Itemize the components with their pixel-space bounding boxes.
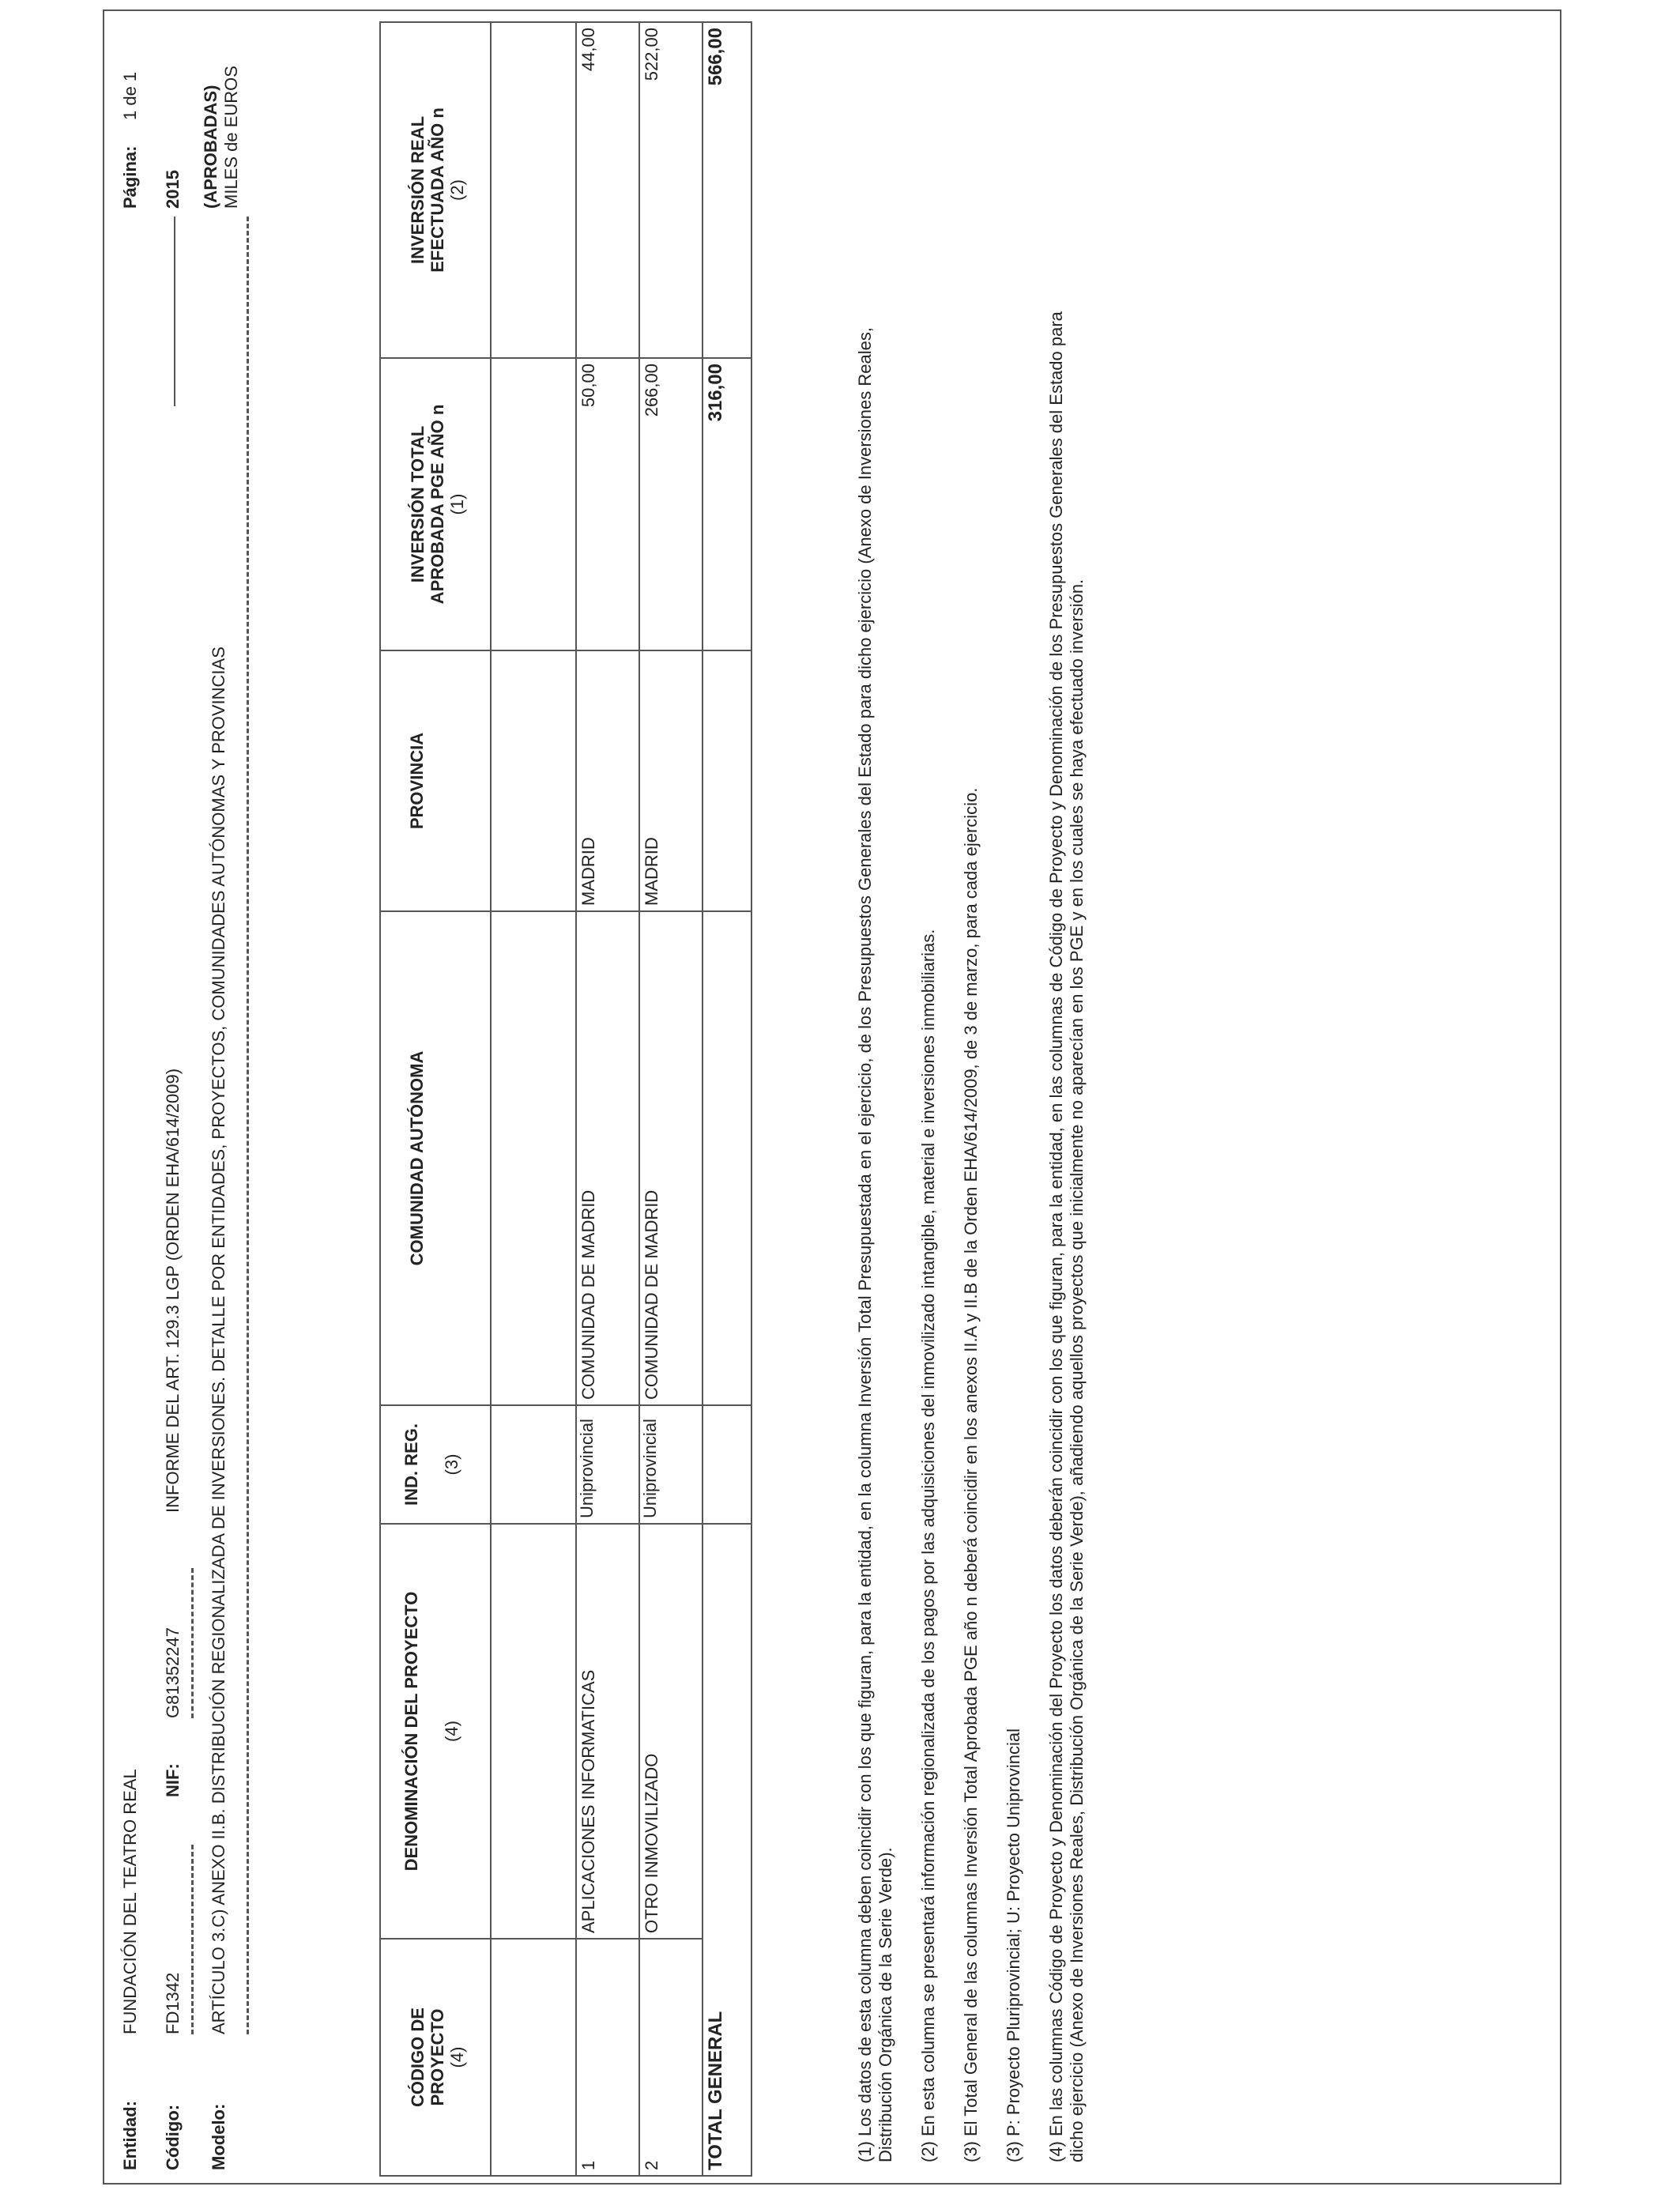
status: (APROBADAS) [201, 85, 220, 209]
cell-comunidad: COMUNIDAD DE MADRID [639, 911, 703, 1405]
total-aprobada: 316,00 [703, 358, 751, 650]
pagina-label: Página: [120, 145, 140, 209]
footnotes [855, 281, 1109, 2162]
cell-codigo: 2 [639, 1939, 703, 2176]
header-provincia: PROVINCIA [380, 650, 491, 911]
cell-codigo: 1 [576, 1939, 639, 2176]
cell-denominacion: OTRO INMOVILIZADO [639, 1524, 703, 1939]
nif-underline [191, 1568, 194, 1718]
codigo-value: FD1342 [163, 1972, 183, 2034]
cell-provincia: MADRID [576, 650, 639, 911]
cell-comunidad: COMUNIDAD DE MADRID [576, 911, 639, 1405]
investment-table [379, 21, 752, 2177]
cell-ind-reg: Uniprovincial [639, 1405, 703, 1524]
nif-label: NIF: [163, 1763, 183, 1797]
informe-title: INFORME DEL ART. 129.3 LGP (ORDEN EHA/614/2009) [163, 1068, 183, 1513]
header-ind-reg: IND. REG. (3) [380, 1405, 491, 1524]
footnote: (2) En esta columna se presentará información regionalizada de los pagos por las adquisiciones del inmovilizado intangible, material e inversiones inmobiliarias. [918, 929, 938, 2162]
total-row [703, 22, 751, 2176]
table-header-row [380, 22, 491, 2176]
header-rule [174, 217, 175, 406]
codigo-underline [191, 1845, 194, 2034]
cell-aprobada: 266,00 [639, 358, 703, 650]
table-row [639, 22, 703, 2176]
header-comunidad: COMUNIDAD AUTÓNOMA [380, 911, 491, 1405]
cell-efectuada: 522,00 [639, 22, 703, 358]
footnote: (3) P: Proyecto Pluriprovincial; U: Proyecto Uniprovincial [1004, 1728, 1023, 2162]
entidad-value: FUNDACIÓN DEL TEATRO REAL [120, 1769, 140, 2034]
header-efectuada: INVERSIÓN REAL EFECTUADA AÑO n (2) [380, 22, 491, 358]
total-efectuada: 566,00 [703, 22, 751, 358]
cell-ind-reg: Uniprovincial [576, 1405, 639, 1524]
header-denominacion: DENOMINACIÓN DEL PROYECTO (4) [380, 1524, 491, 1939]
cell-efectuada: 44,00 [576, 22, 639, 358]
pagina-value: 1 de 1 [120, 71, 140, 120]
footnote: (3) El Total General de las columnas Inversión Total Aprobada PGE año n deberá coincidir en los anexos II.A y II.B de la Orden EHA/614/2009, de 3 de marzo, para cada ejercicio. [961, 787, 981, 2162]
header-aprobada: INVERSIÓN TOTAL APROBADA PGE AÑO n (1) [380, 358, 491, 650]
cell-denominacion: APLICACIONES INFORMATICAS [576, 1524, 639, 1939]
units: MILES de EUROS [221, 66, 241, 209]
header-codigo: CÓDIGO DE PROYECTO (4) [380, 1939, 491, 2176]
rotated-report-page [103, 9, 1561, 2185]
total-label: TOTAL GENERAL [703, 1524, 751, 2176]
table-spacer-row [491, 22, 576, 2176]
table-row [576, 22, 639, 2176]
cell-provincia: MADRID [639, 650, 703, 911]
nif-value: G81352247 [163, 1627, 183, 1718]
modelo-label: Modelo: [209, 2103, 228, 2170]
year: 2015 [163, 170, 183, 209]
modelo-underline [247, 217, 249, 2034]
entidad-label: Entidad: [120, 2101, 140, 2170]
footnote: (1) Los datos de esta columna deben coincidir con los que figuran, para la entidad, en la columna Inversión Total Presupuestada en el ejercicio, de los Presupuestos Generales del Estado para dicho ejercicio (Anexo de Inversiones Reales, Distribución Orgánica de la Serie Verde). [855, 327, 895, 2162]
footnote: (4) En las columnas Código de Proyecto y Denominación del Proyecto los datos deberán coincidir con los que figuran, para la entidad, en las columnas de Código de Proyecto y Denominación de los Presupuestos Generales del Estado para dicho ejercicio (Anexo de Inversiones Reales, Distribución Orgánica de la Serie Verde), añadiendo aquellos proyectos que inicialmente no aparecían en los PGE y en los cuales se haya efectuado inversión. [1046, 311, 1087, 2162]
modelo-value: ARTÍCULO 3.C) ANEXO II.B. DISTRIBUCIÓN REGIONALIZADA DE INVERSIONES. DETALLE POR ENTIDADES, PROYECTOS, COMUNIDADES AUTÓNOMAS Y PROVINCIAS [209, 647, 228, 2034]
codigo-label: Código: [163, 2104, 183, 2170]
cell-aprobada: 50,00 [576, 358, 639, 650]
